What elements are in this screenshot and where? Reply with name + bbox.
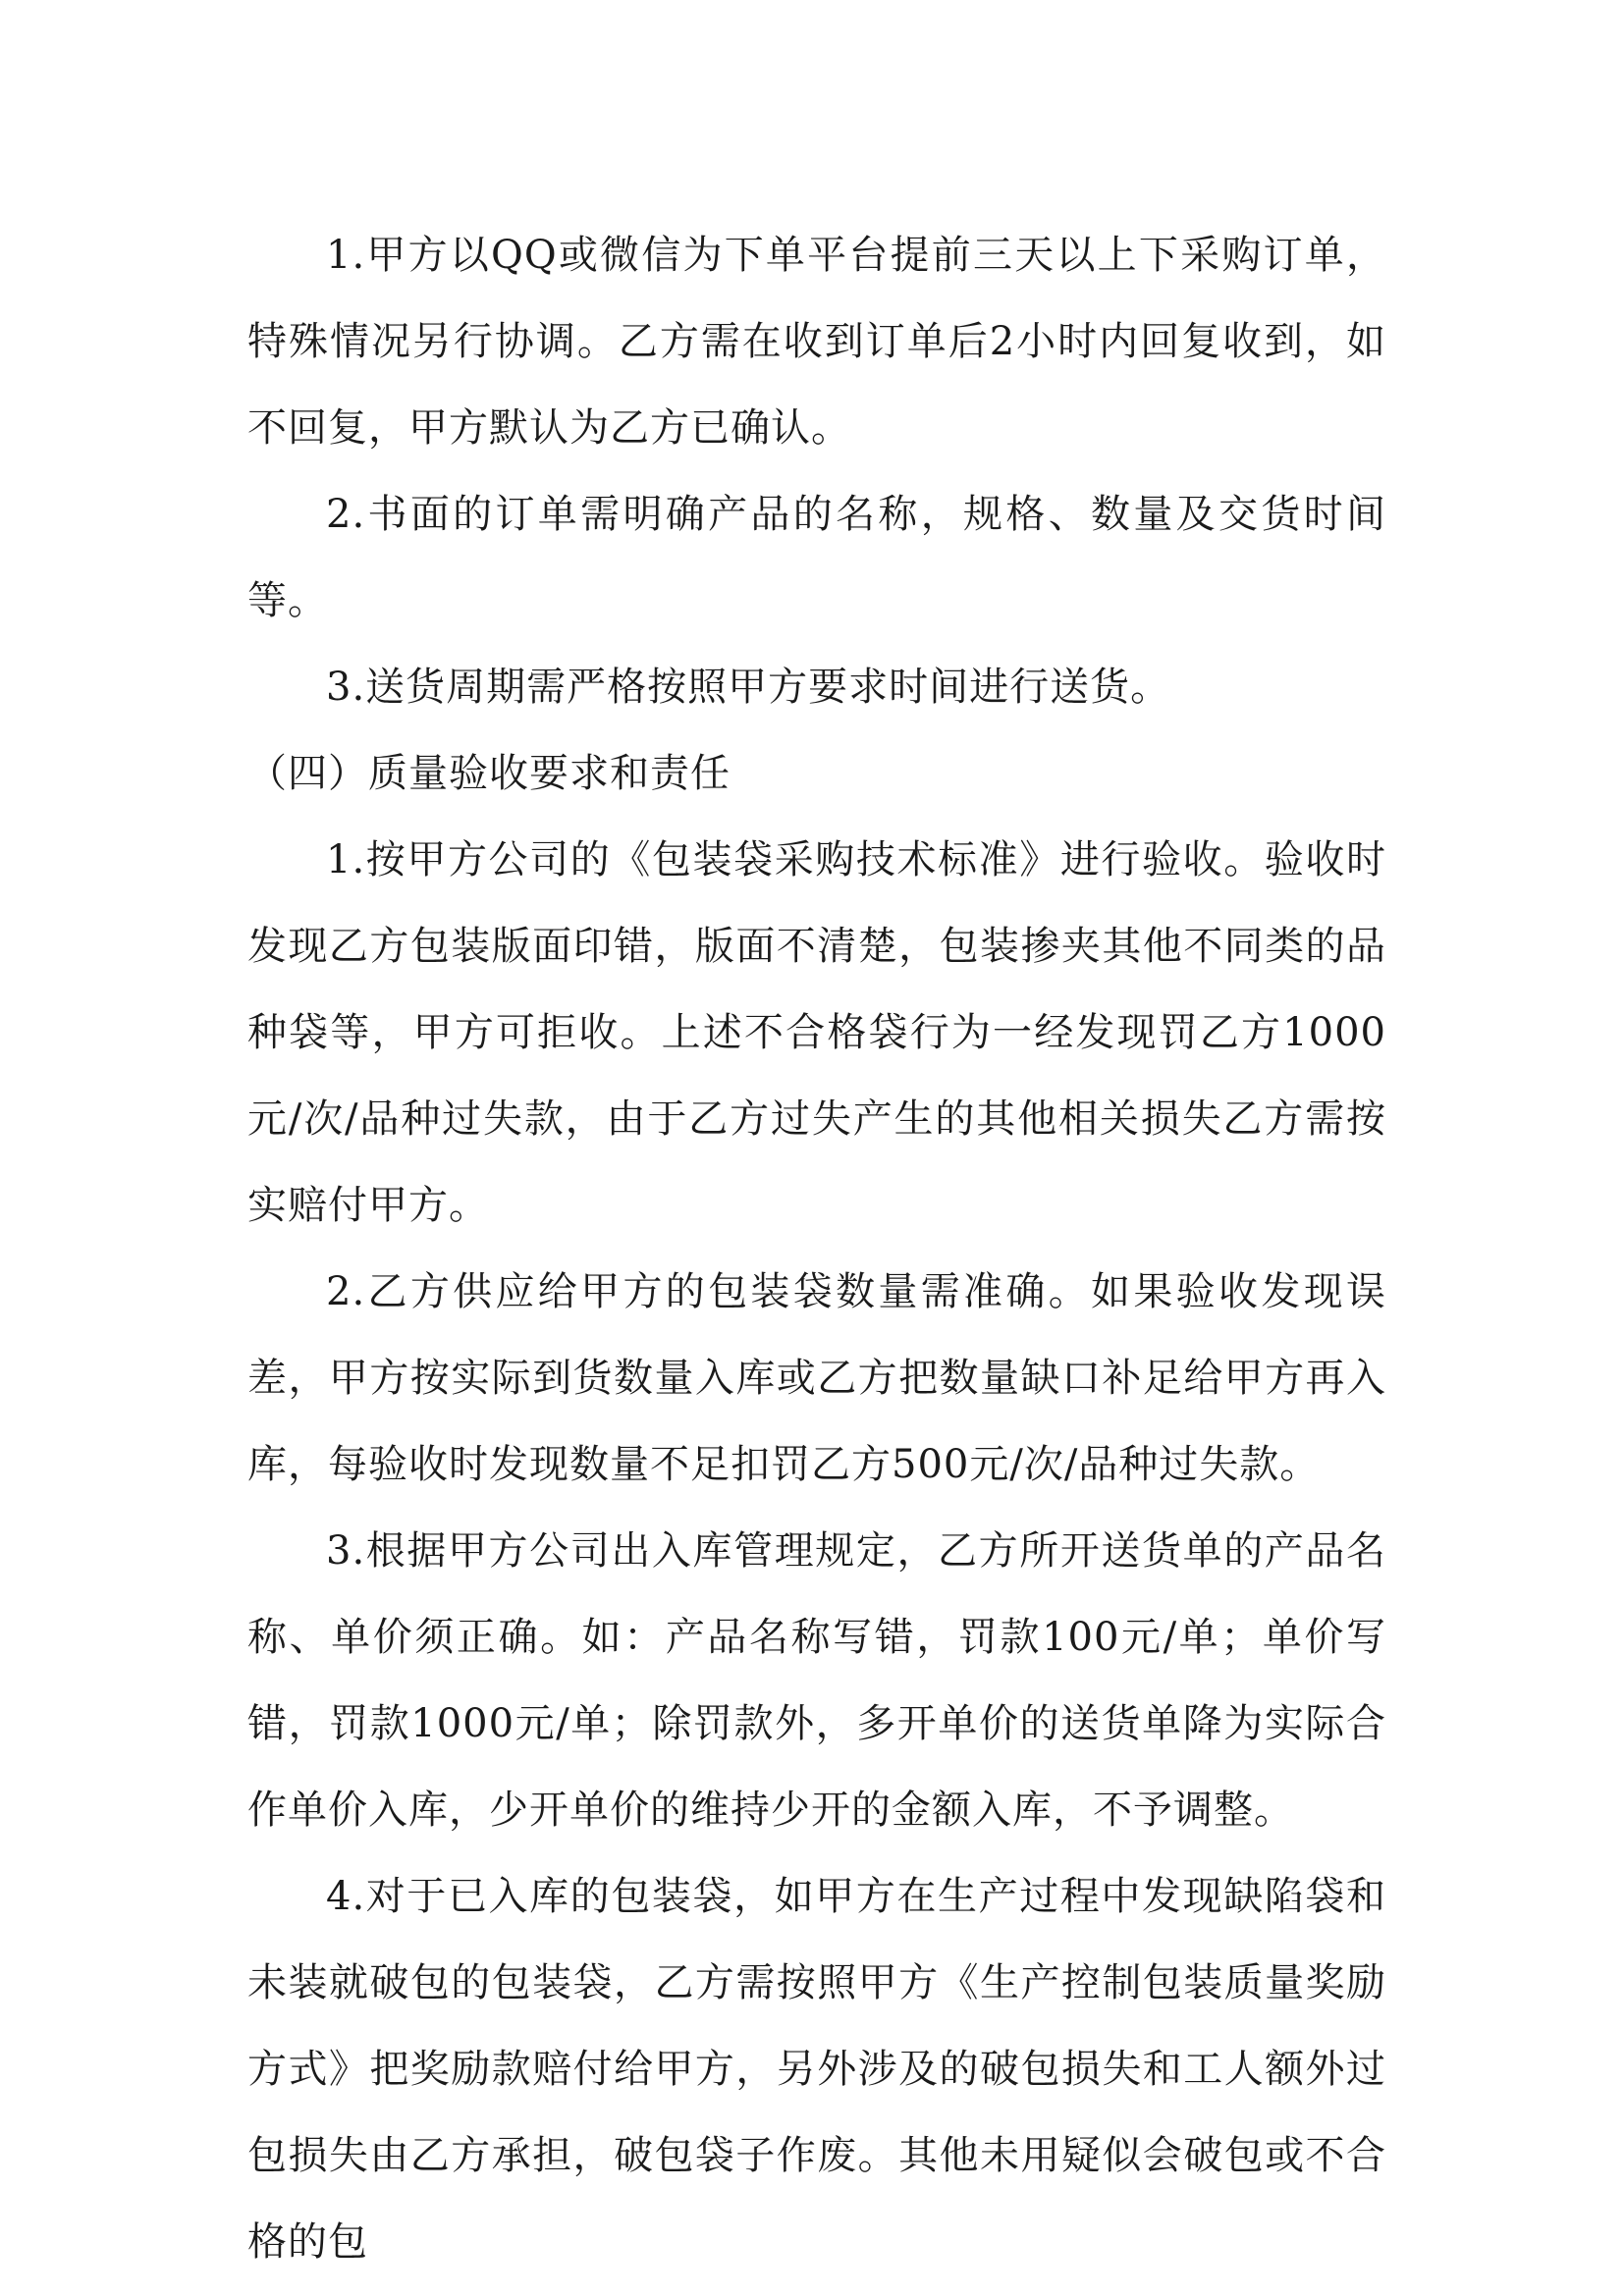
quality-clause-2: 2.乙方供应给甲方的包装袋数量需准确。如果验收发现误差，甲方按实际到货数量入库或乙方把数量缺口补足给甲方再入库，每验收时发现数量不足扣罚乙方500元/次/品种过失款。 xyxy=(247,1269,1386,1487)
order-clause-3: 3.送货周期需严格按照甲方要求时间进行送货。 xyxy=(326,665,1171,710)
section-heading-quality: （四）质量验收要求和责任 xyxy=(247,751,731,796)
quality-clause-1: 1.按甲方公司的《包装袋采购技术标准》进行验收。验收时发现乙方包装版面印错，版面不清楚，包装掺夹其他不同类的品种袋等，甲方可拒收。上述不合格袋行为一经发现罚乙方1000元/次/品种过失款，由于乙方过失产生的其他相关损失乙方需按实赔付甲方。 xyxy=(247,837,1386,1228)
quality-clause-3: 3.根据甲方公司出入库管理规定，乙方所开送货单的产品名称、单价须正确。如：产品名称写错，罚款100元/单；单价写错，罚款1000元/单；除罚款外，多开单价的送货单降为实际合作单价入库，少开单价的维持少开的金额入库，不予调整。 xyxy=(247,1528,1386,1833)
order-clause-2: 2.书面的订单需明确产品的名称，规格、数量及交货时间等。 xyxy=(247,492,1386,623)
order-clause-1: 1.甲方以QQ或微信为下单平台提前三天以上下采购订单，特殊情况另行协调。乙方需在收到订单后2小时内回复收到，如不回复，甲方默认为乙方已确认。 xyxy=(247,233,1386,451)
quality-clause-4: 4.对于已入库的包装袋，如甲方在生产过程中发现缺陷袋和未装就破包的包装袋，乙方需按照甲方《生产控制包装质量奖励方式》把奖励款赔付给甲方，另外涉及的破包损失和工人额外过包损失由乙方承担，破包袋子作废。其他未用疑似会破包或不合格的包 xyxy=(247,1874,1386,2265)
document-body xyxy=(247,212,1386,2285)
